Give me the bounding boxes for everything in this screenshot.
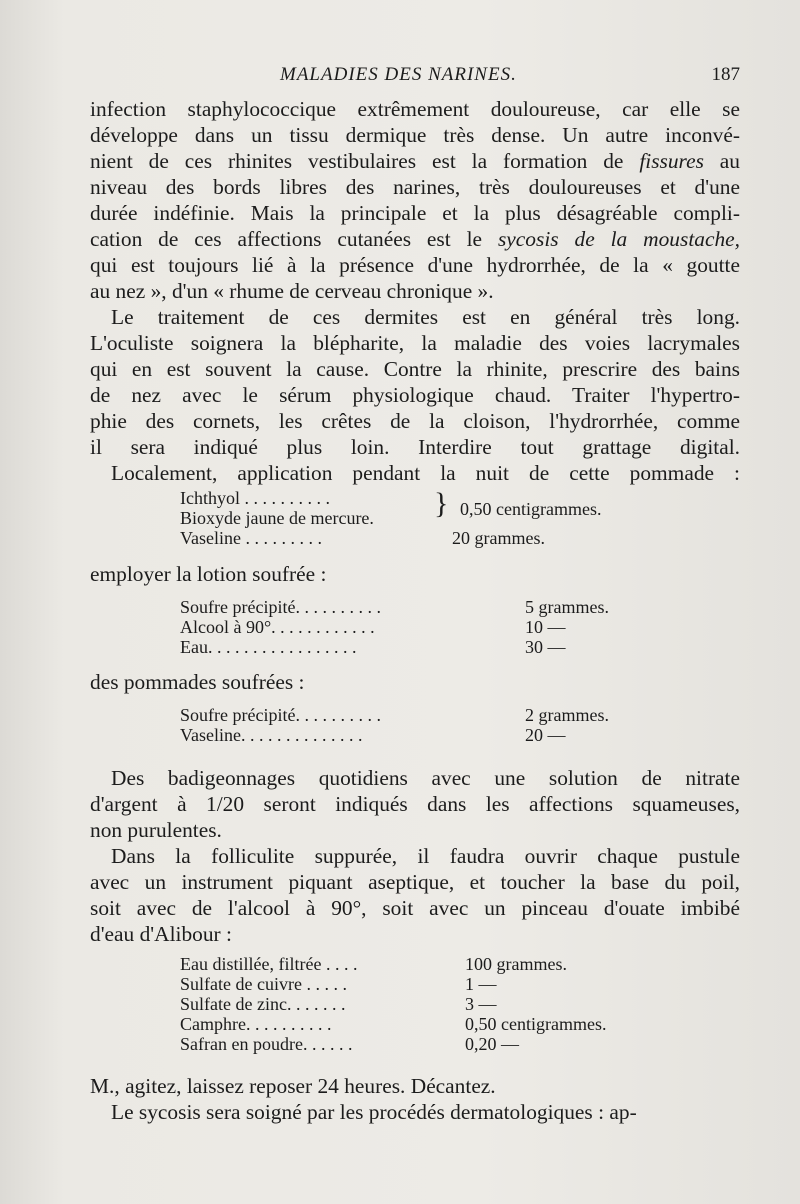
ingredient-name: Alcool à 90°. . . . . . . . . . . .: [180, 617, 375, 637]
ingredient-name: Soufre précipité. . . . . . . . . .: [180, 597, 381, 617]
ingredient-quantity: 0,50 centigrammes.: [460, 499, 602, 519]
paragraph-1: [90, 96, 740, 304]
text-line: Le sycosis sera soigné par les procédés dermatologiques : ap-: [111, 1100, 637, 1124]
text-line: phie des cornets, les crêtes de la cloison, l'hydrorrhée, comme: [90, 409, 740, 433]
body-text: [90, 96, 740, 486]
ingredient-name: Safran en poudre. . . . . .: [180, 1034, 353, 1054]
page-number: 187: [711, 64, 740, 85]
ingredient-quantity: 100 grammes.: [465, 954, 567, 974]
text-line: durée indéfinie. Mais la principale et la plus désagréable compli-: [90, 201, 740, 225]
page-header: [90, 64, 740, 90]
ingredient-quantity: 5 grammes.: [525, 597, 609, 617]
text-line: d'eau d'Alibour :: [90, 922, 232, 946]
ingredient-quantity: 3 —: [465, 994, 497, 1014]
emphasis-fissures: fissures: [639, 149, 704, 173]
ingredient-name: Bioxyde jaune de mercure.: [180, 508, 374, 528]
paragraph-3: [90, 460, 740, 486]
emphasis-sycosis: sycosis de la moustache,: [497, 227, 740, 251]
text-line: non purulentes.: [90, 818, 222, 842]
text-line: M., agitez, laissez reposer 24 heures. Décantez.: [90, 1074, 496, 1098]
text-line: Le traitement de ces dermites est en général très long.: [111, 305, 740, 329]
body-text-2: [90, 765, 740, 947]
text-line: Dans la folliculite suppurée, il faudra ouvrir chaque pustule: [111, 844, 740, 868]
ingredient-name: Ichthyol . . . . . . . . . .: [180, 488, 330, 508]
text-line: L'oculiste soignera la blépharite, la maladie des voies lacrymales: [90, 331, 740, 355]
ingredient-name: Eau. . . . . . . . . . . . . . . . .: [180, 637, 357, 657]
ingredient-quantity: 2 grammes.: [525, 705, 609, 725]
paragraph-5: [90, 843, 740, 947]
brace-symbol: }: [434, 487, 449, 520]
ingredient-quantity: 0,20 —: [465, 1034, 519, 1054]
paragraph-4: [90, 765, 740, 843]
ingredient-quantity: 1 —: [465, 974, 497, 994]
text-line: qui en est souvent la cause. Contre la rhinite, prescrire des bains: [90, 357, 740, 381]
text-line: nient de ces rhinites vestibulaires est la formation de fissures au: [90, 149, 740, 173]
ingredient-quantity: 20 grammes.: [452, 528, 545, 548]
text-line: de nez avec le sérum physiologique chaud. Traiter l'hypertro-: [90, 383, 740, 407]
ingredient-quantity: 30 —: [525, 637, 566, 657]
text-line: soit avec de l'alcool à 90°, soit avec un pinceau d'ouate imbibé: [90, 896, 740, 920]
ingredient-quantity: 10 —: [525, 617, 566, 637]
ingredient-name: Soufre précipité. . . . . . . . . .: [180, 705, 381, 725]
text-line: qui est toujours lié à la présence d'une hydrorrhée, de la « goutte: [90, 253, 740, 277]
running-title: MALADIES DES NARINES.: [280, 64, 517, 85]
text-line: développe dans un tissu dermique très dense. Un autre inconvé-: [90, 123, 740, 147]
text-line: au nez », d'un « rhume de cerveau chronique ».: [90, 279, 494, 303]
text-line: employer la lotion soufrée :: [90, 562, 327, 586]
ingredient-name: Vaseline . . . . . . . . .: [180, 528, 322, 548]
ingredient-name: Sulfate de cuivre . . . . .: [180, 974, 347, 994]
ingredient-name: Camphre. . . . . . . . . .: [180, 1014, 332, 1034]
ingredient-quantity: 20 —: [525, 725, 566, 745]
ingredient-quantity: 0,50 centigrammes.: [465, 1014, 607, 1034]
text-line: Des badigeonnages quotidiens avec une solution de nitrate: [111, 766, 740, 790]
text-line: niveau des bords libres des narines, très douloureuses et d'une: [90, 175, 740, 199]
text-line: des pommades soufrées :: [90, 670, 305, 694]
ingredient-name: Vaseline. . . . . . . . . . . . . .: [180, 725, 363, 745]
paragraph-2: [90, 304, 740, 460]
text-line: Localement, application pendant la nuit de cette pommade :: [111, 461, 740, 485]
ingredient-name: Eau distillée, filtrée . . . .: [180, 954, 358, 974]
text-line: d'argent à 1/20 seront indiqués dans les affections squameuses,: [90, 792, 740, 816]
text-line: il sera indiqué plus loin. Interdire tout grattage digital.: [90, 435, 740, 459]
text-line: infection staphylococcique extrêmement douloureuse, car elle se: [90, 97, 740, 121]
text-line: avec un instrument piquant aseptique, et toucher la base du poil,: [90, 870, 740, 894]
ingredient-name: Sulfate de zinc. . . . . . .: [180, 994, 346, 1014]
text-line: cation de ces affections cutanées est le sycosis de la moustache,: [90, 227, 740, 251]
